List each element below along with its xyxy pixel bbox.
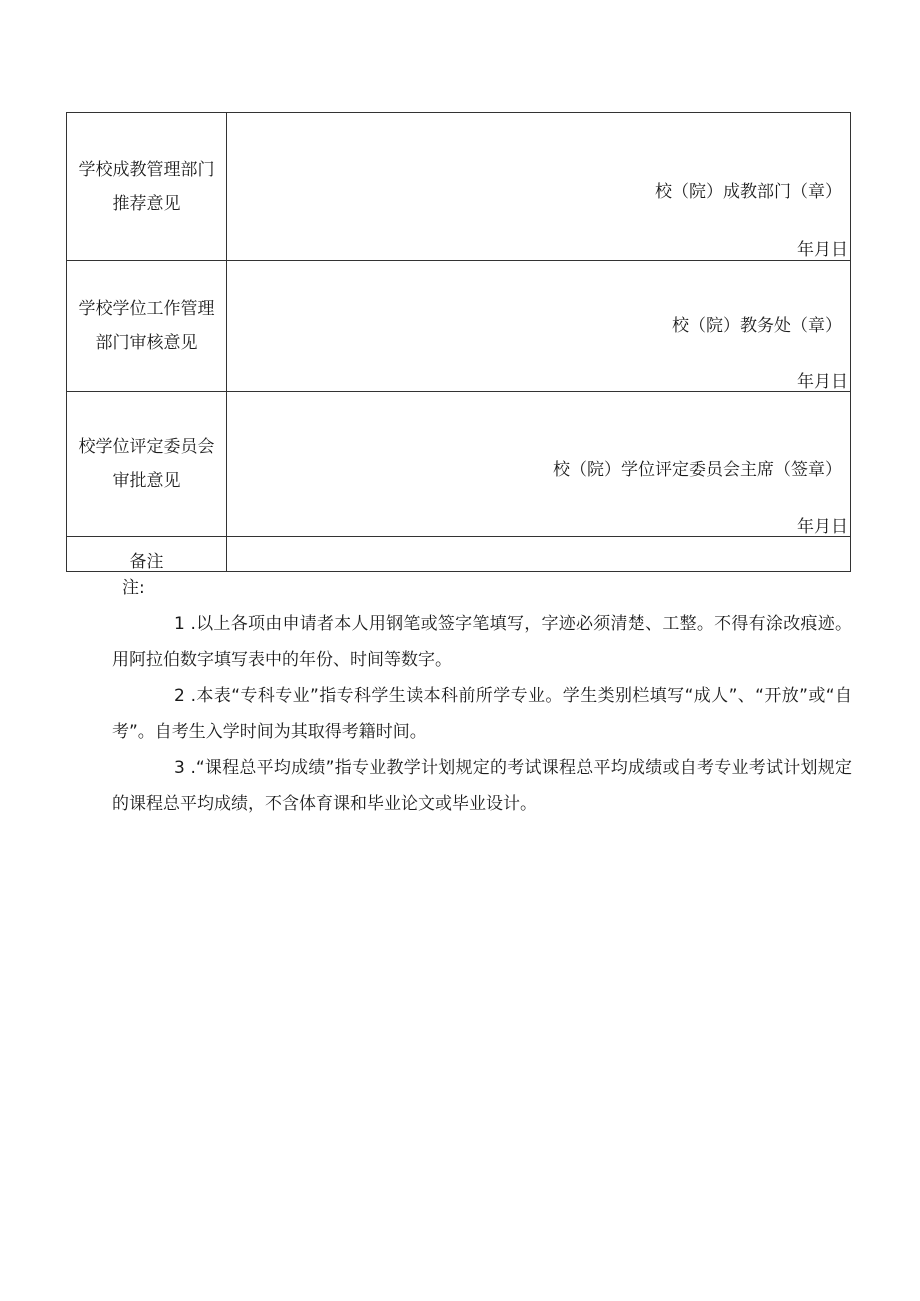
row-label xyxy=(67,113,227,261)
row-label-line: 学校学位工作管理 xyxy=(78,299,215,319)
approval-table xyxy=(66,112,851,572)
table-row-remarks xyxy=(67,537,851,572)
opinion-field[interactable] xyxy=(227,261,851,392)
date-label: 年月日 xyxy=(797,240,848,260)
table-row-recommendation xyxy=(67,113,851,261)
opinion-field[interactable] xyxy=(227,392,851,537)
table-row-review xyxy=(67,261,851,392)
row-label-line: 部门审核意见 xyxy=(95,333,198,353)
remarks-label: 备注 xyxy=(67,537,227,572)
stamp-label: 校（院）成教部门（章） xyxy=(655,182,842,202)
notes-heading: 注: xyxy=(122,578,145,598)
notes-section xyxy=(112,570,852,822)
row-label xyxy=(67,261,227,392)
stamp-label: 校（院）教务处（章） xyxy=(672,316,842,336)
row-label-line: 审批意见 xyxy=(112,471,181,491)
opinion-field[interactable] xyxy=(227,113,851,261)
remarks-field[interactable] xyxy=(227,537,851,572)
row-label-line: 学校成教管理部门 xyxy=(78,159,215,180)
table-row-approval xyxy=(67,392,851,537)
date-label: 年月日 xyxy=(797,372,848,392)
row-label xyxy=(67,392,227,537)
note-item: 1 .以上各项由申请者本人用钢笔或签字笔填写，字迹必须清楚、工整。不得有涂改痕迹。用阿拉伯数字填写表中的年份、时间等数字。 xyxy=(112,614,852,670)
row-label-line: 校学位评定委员会 xyxy=(78,437,215,457)
note-item: 3 .“课程总平均成绩”指专业教学计划规定的考试课程总平均成绩或自考专业考试计划规定的课程总平均成绩，不含体育课和毕业论文或毕业设计。 xyxy=(112,758,852,814)
note-item: 2 .本表“专科专业”指专科学生读本科前所学专业。学生类别栏填写“成人”、“开放”或“自考”。自考生入学时间为其取得考籍时间。 xyxy=(112,686,852,742)
date-label: 年月日 xyxy=(797,517,848,537)
row-label-line: 推荐意见 xyxy=(112,193,181,214)
stamp-label: 校（院）学位评定委员会主席（签章） xyxy=(553,460,842,480)
